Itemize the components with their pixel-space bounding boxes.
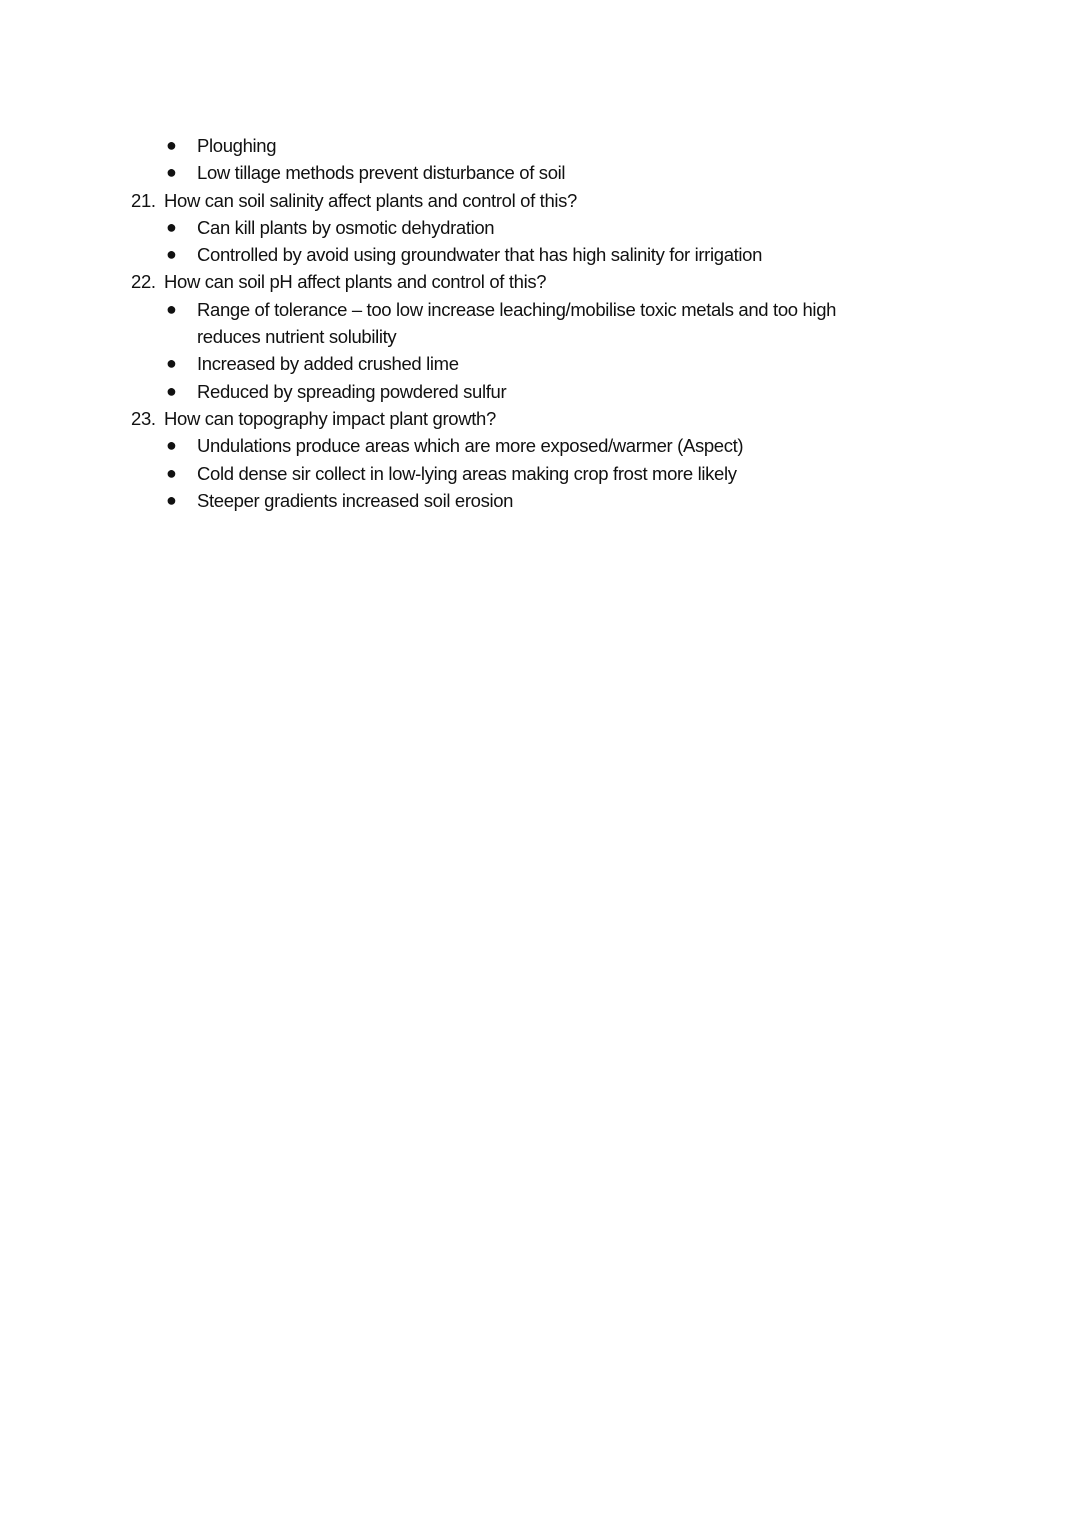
bullet-icon: ● [166, 216, 177, 237]
list-item [0, 241, 1080, 268]
question-21 [0, 187, 1080, 214]
bullet-text: Can kill plants by osmotic dehydration [197, 216, 495, 238]
question-number: 21. [131, 189, 156, 211]
question-number: 22. [131, 271, 156, 293]
question-text: How can soil salinity affect plants and control of this? [164, 189, 577, 211]
bullet-text: Reduced by spreading powdered sulfur [197, 380, 507, 402]
list-item [0, 460, 1080, 487]
question-22 [0, 268, 1080, 295]
bullet-text: Controlled by avoid using groundwater that has high salinity for irrigation [197, 244, 763, 266]
question-number: 23. [131, 407, 156, 429]
bullet-icon: ● [166, 353, 177, 374]
bullet-text: Low tillage methods prevent disturbance of soil [197, 162, 566, 184]
bullet-text: reduces nutrient solubility [197, 326, 397, 348]
bullet-icon: ● [166, 380, 177, 401]
list-item [0, 487, 1080, 514]
bullet-icon: ● [166, 244, 177, 265]
bullet-text: Steeper gradients increased soil erosion [197, 489, 514, 511]
list-item [0, 132, 1080, 159]
bullet-text: Ploughing [197, 135, 277, 156]
list-item [0, 350, 1080, 377]
list-item [0, 378, 1080, 405]
bullet-icon: ● [166, 462, 177, 483]
bullet-icon: ● [166, 298, 177, 319]
document-page [0, 132, 1080, 514]
bullet-text: Range of tolerance – too low increase leaching/mobilise toxic metals and too high [197, 298, 837, 320]
bullet-text: Cold dense sir collect in low-lying areas making crop frost more likely [197, 462, 737, 484]
bullet-text: Increased by added crushed lime [197, 353, 459, 375]
list-item [0, 432, 1080, 459]
bullet-icon: ● [166, 135, 177, 155]
list-item [0, 159, 1080, 186]
bullet-icon: ● [166, 435, 177, 456]
list-item [0, 296, 1080, 323]
list-item-continuation [0, 323, 1080, 350]
list-item [0, 214, 1080, 241]
bullet-icon: ● [166, 162, 177, 183]
question-text: How can topography impact plant growth? [164, 407, 496, 429]
bullet-icon: ● [166, 489, 177, 510]
question-text: How can soil pH affect plants and control of this? [164, 271, 547, 293]
bullet-text: Undulations produce areas which are more exposed/warmer (Aspect) [197, 435, 744, 457]
question-23 [0, 405, 1080, 432]
